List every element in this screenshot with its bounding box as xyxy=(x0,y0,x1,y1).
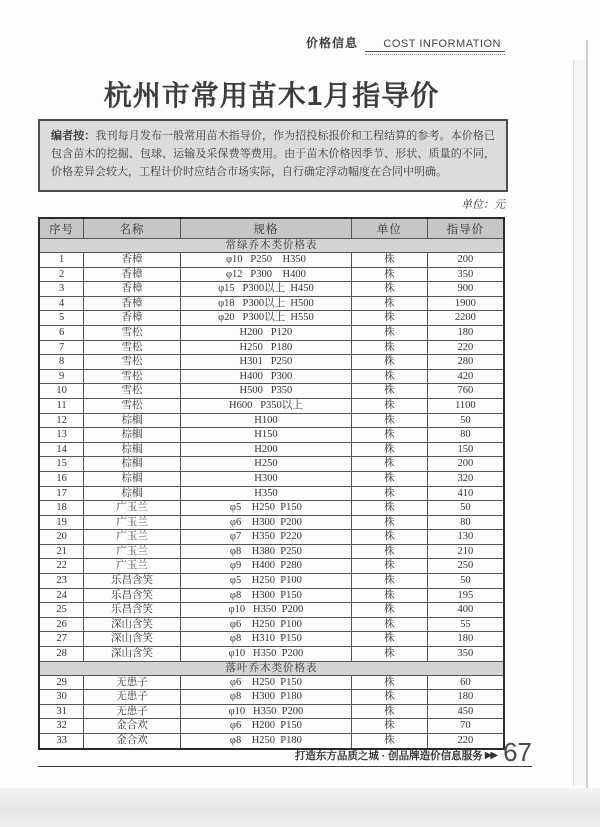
cell-price: 350 xyxy=(427,647,504,662)
cell-name: 香樟 xyxy=(84,282,181,297)
editor-note-prefix: 编者按： xyxy=(51,130,96,142)
cell-price: 180 xyxy=(427,325,504,340)
cell-price: 350 xyxy=(427,267,504,282)
table-row xyxy=(39,253,504,268)
cell-price: 200 xyxy=(427,253,504,268)
cell-name: 深山含笑 xyxy=(84,647,181,662)
cell-price: 400 xyxy=(427,603,504,618)
cell-spec: H600 P350以上 xyxy=(180,398,351,413)
cell-no: 6 xyxy=(39,325,84,340)
cell-price: 60 xyxy=(427,675,504,690)
table-row xyxy=(39,413,504,428)
cell-no: 23 xyxy=(39,574,84,589)
cell-no: 4 xyxy=(39,296,84,311)
cell-unit: 株 xyxy=(351,617,427,632)
cell-price: 80 xyxy=(427,428,504,443)
table-row xyxy=(39,588,504,603)
table-row xyxy=(39,574,504,589)
table-row xyxy=(39,369,504,384)
cell-spec: φ8 H380 P250 xyxy=(180,544,351,559)
cell-unit: 株 xyxy=(351,369,427,384)
cell-no: 3 xyxy=(39,282,84,297)
cell-name: 广玉兰 xyxy=(84,515,181,530)
cell-price: 410 xyxy=(427,486,504,501)
journal-header-en: COST INFORMATION xyxy=(365,38,505,52)
cell-price: 210 xyxy=(427,544,504,559)
price-table xyxy=(38,217,505,750)
cell-unit: 株 xyxy=(351,282,427,297)
cell-price: 150 xyxy=(427,442,504,457)
cell-price: 1900 xyxy=(427,296,504,311)
table-row xyxy=(39,632,504,647)
cell-unit: 株 xyxy=(351,442,427,457)
cell-name: 雪松 xyxy=(84,325,181,340)
cell-name: 无患子 xyxy=(84,690,181,705)
table-row xyxy=(39,457,504,472)
footer-slogan: 打造东方品质之城 · 创品牌造价信息服务 xyxy=(294,750,483,762)
col-header-name: 名称 xyxy=(84,218,181,239)
table-row xyxy=(39,719,504,734)
table-row xyxy=(39,442,504,457)
cell-spec: φ10 H350 P200 xyxy=(180,704,351,719)
cell-spec: φ12 P300 H400 xyxy=(180,267,351,282)
cell-spec: H300 xyxy=(180,471,351,486)
cell-price: 70 xyxy=(427,719,504,734)
col-header-no: 序号 xyxy=(39,218,84,239)
cell-name: 广玉兰 xyxy=(84,559,181,574)
cell-price: 55 xyxy=(427,617,504,632)
table-row xyxy=(39,486,504,501)
cell-no: 33 xyxy=(39,734,84,749)
cell-no: 5 xyxy=(39,311,84,326)
cell-unit: 株 xyxy=(351,325,427,340)
table-section-row xyxy=(39,661,504,675)
cell-unit: 株 xyxy=(351,296,427,311)
cell-unit: 株 xyxy=(351,588,427,603)
cell-no: 12 xyxy=(39,413,84,428)
double-arrow-icon: ▶▶ xyxy=(484,750,497,761)
cell-unit: 株 xyxy=(351,690,427,705)
scan-page-edge-line xyxy=(586,40,588,800)
cell-name: 香樟 xyxy=(84,267,181,282)
cell-unit: 株 xyxy=(351,340,427,355)
cell-unit: 株 xyxy=(351,719,427,734)
page-number: 67 xyxy=(503,737,532,767)
cell-no: 18 xyxy=(39,501,84,516)
section-title: 落叶乔木类价格表 xyxy=(39,661,504,675)
cell-name: 乐昌含笑 xyxy=(84,603,181,618)
cell-spec: φ6 H250 P150 xyxy=(180,675,351,690)
cell-spec: φ7 H350 P220 xyxy=(180,530,351,545)
table-row xyxy=(39,428,504,443)
cell-spec: φ6 H250 P100 xyxy=(180,617,351,632)
table-row xyxy=(39,355,504,370)
table-row xyxy=(39,398,504,413)
table-section-row xyxy=(39,239,504,253)
cell-spec: φ8 H310 P150 xyxy=(180,632,351,647)
cell-name: 乐昌含笑 xyxy=(84,574,181,589)
cell-name: 广玉兰 xyxy=(84,544,181,559)
cell-spec: φ15 P300以上 H450 xyxy=(180,282,351,297)
cell-name: 乐昌含笑 xyxy=(84,588,181,603)
cell-name: 广玉兰 xyxy=(84,530,181,545)
table-header-row xyxy=(39,218,504,239)
cell-price: 320 xyxy=(427,471,504,486)
cell-name: 棕榈 xyxy=(84,413,181,428)
cell-no: 21 xyxy=(39,544,84,559)
section-title: 常绿乔木类价格表 xyxy=(39,239,504,253)
cell-price: 195 xyxy=(427,588,504,603)
page-title: 杭州市常用苗木1月指导价 xyxy=(103,80,440,111)
cell-spec: H301 P250 xyxy=(180,355,351,370)
scan-page-edge-line xyxy=(573,60,574,786)
cell-no: 7 xyxy=(39,340,84,355)
cell-unit: 株 xyxy=(351,632,427,647)
cell-no: 9 xyxy=(39,369,84,384)
cell-no: 25 xyxy=(39,603,84,618)
cell-no: 13 xyxy=(39,428,84,443)
cell-spec: H350 xyxy=(180,486,351,501)
price-table-body xyxy=(39,239,504,749)
cell-unit: 株 xyxy=(351,267,427,282)
table-row xyxy=(39,267,504,282)
cell-unit: 株 xyxy=(351,471,427,486)
cell-name: 雪松 xyxy=(84,369,181,384)
cell-spec: H150 xyxy=(180,428,351,443)
cell-unit: 株 xyxy=(351,647,427,662)
cell-name: 雪松 xyxy=(84,398,181,413)
cell-unit: 株 xyxy=(351,398,427,413)
cell-spec: H200 P120 xyxy=(180,325,351,340)
table-row xyxy=(39,340,504,355)
cell-spec: H100 xyxy=(180,413,351,428)
col-header-price: 指导价 xyxy=(427,218,504,239)
cell-name: 棕榈 xyxy=(84,442,181,457)
cell-price: 180 xyxy=(427,690,504,705)
cell-no: 17 xyxy=(39,486,84,501)
cell-name: 棕榈 xyxy=(84,471,181,486)
cell-unit: 株 xyxy=(351,544,427,559)
cell-unit: 株 xyxy=(351,413,427,428)
cell-name: 棕榈 xyxy=(84,486,181,501)
cell-no: 31 xyxy=(39,704,84,719)
cell-price: 2200 xyxy=(427,311,504,326)
cell-no: 28 xyxy=(39,647,84,662)
cell-name: 棕榈 xyxy=(84,428,181,443)
table-row xyxy=(39,675,504,690)
journal-header-zh: 价格信息 xyxy=(306,36,359,50)
col-header-spec: 规格 xyxy=(180,218,351,239)
cell-name: 雪松 xyxy=(84,384,181,399)
cell-price: 760 xyxy=(427,384,504,399)
cell-spec: φ8 H300 P180 xyxy=(180,690,351,705)
cell-price: 1100 xyxy=(427,398,504,413)
cell-name: 无患子 xyxy=(84,675,181,690)
table-row xyxy=(39,530,504,545)
cell-unit: 株 xyxy=(351,355,427,370)
cell-no: 32 xyxy=(39,719,84,734)
cell-name: 金合欢 xyxy=(84,719,181,734)
col-header-unit: 单位 xyxy=(351,218,427,239)
cell-unit: 株 xyxy=(351,559,427,574)
cell-no: 8 xyxy=(39,355,84,370)
cell-no: 2 xyxy=(39,267,84,282)
cell-spec: φ20 P300以上 H550 xyxy=(180,311,351,326)
cell-spec: H250 xyxy=(180,457,351,472)
table-row xyxy=(39,603,504,618)
cell-name: 棕榈 xyxy=(84,457,181,472)
cell-no: 16 xyxy=(39,471,84,486)
cell-price: 280 xyxy=(427,355,504,370)
cell-unit: 株 xyxy=(351,384,427,399)
cell-price: 220 xyxy=(427,734,504,749)
cell-spec: H400 P300 xyxy=(180,369,351,384)
cell-name: 香樟 xyxy=(84,253,181,268)
scan-right-margin xyxy=(574,60,586,786)
table-row xyxy=(39,617,504,632)
cell-price: 250 xyxy=(427,559,504,574)
cell-spec: φ18 P300以上 H500 xyxy=(180,296,351,311)
cell-unit: 株 xyxy=(351,603,427,618)
cell-no: 30 xyxy=(39,690,84,705)
table-row xyxy=(39,282,504,297)
journal-header xyxy=(38,34,505,55)
cell-unit: 株 xyxy=(351,530,427,545)
cell-spec: φ6 H300 P200 xyxy=(180,515,351,530)
cell-no: 14 xyxy=(39,442,84,457)
table-row xyxy=(39,471,504,486)
cell-no: 27 xyxy=(39,632,84,647)
table-row xyxy=(39,501,504,516)
cell-spec: φ8 H300 P150 xyxy=(180,588,351,603)
cell-price: 200 xyxy=(427,457,504,472)
cell-price: 900 xyxy=(427,282,504,297)
cell-name: 金合欢 xyxy=(84,734,181,749)
cell-price: 420 xyxy=(427,369,504,384)
cell-no: 1 xyxy=(39,253,84,268)
journal-header-underline xyxy=(365,36,505,55)
table-row xyxy=(39,384,504,399)
editor-note-text: 我刊每月发布一般常用苗木指导价，作为招投标报价和工程结算的参考。本价格已包含苗木的挖掘、包球、运输及采保费等费用。由于苗木价格因季节、形状、质量的不同，价格差异会较大，工程计价时应结合市场实际，自行确定浮动幅度在合同中明确。 xyxy=(51,130,496,178)
cell-price: 50 xyxy=(427,413,504,428)
table-row xyxy=(39,690,504,705)
cell-no: 15 xyxy=(39,457,84,472)
cell-unit: 株 xyxy=(351,253,427,268)
cell-name: 无患子 xyxy=(84,704,181,719)
table-row xyxy=(39,311,504,326)
cell-spec: φ10 P250 H350 xyxy=(180,253,351,268)
cell-price: 50 xyxy=(427,574,504,589)
cell-unit: 株 xyxy=(351,457,427,472)
cell-no: 24 xyxy=(39,588,84,603)
cell-spec: H500 P350 xyxy=(180,384,351,399)
cell-unit: 株 xyxy=(351,515,427,530)
cell-spec: φ9 H400 P280 xyxy=(180,559,351,574)
cell-no: 22 xyxy=(39,559,84,574)
table-row xyxy=(39,559,504,574)
cell-no: 20 xyxy=(39,530,84,545)
cell-unit: 株 xyxy=(351,486,427,501)
cell-price: 80 xyxy=(427,515,504,530)
table-row xyxy=(39,704,504,719)
cell-name: 雪松 xyxy=(84,340,181,355)
table-row xyxy=(39,544,504,559)
cell-unit: 株 xyxy=(351,574,427,589)
cell-name: 香樟 xyxy=(84,311,181,326)
cell-spec: φ10 H350 P200 xyxy=(180,647,351,662)
table-row xyxy=(39,515,504,530)
cell-spec: φ10 H350 P200 xyxy=(180,603,351,618)
cell-name: 香樟 xyxy=(84,296,181,311)
cell-price: 130 xyxy=(427,530,504,545)
cell-spec: φ8 H250 P180 xyxy=(180,734,351,749)
table-row xyxy=(39,325,504,340)
cell-spec: φ5 H250 P100 xyxy=(180,574,351,589)
cell-unit: 株 xyxy=(351,428,427,443)
cell-price: 450 xyxy=(427,704,504,719)
table-row xyxy=(39,296,504,311)
cell-unit: 株 xyxy=(351,734,427,749)
cell-no: 29 xyxy=(39,675,84,690)
cell-unit: 株 xyxy=(351,675,427,690)
cell-unit: 株 xyxy=(351,501,427,516)
cell-name: 雪松 xyxy=(84,355,181,370)
cell-spec: φ5 H250 P150 xyxy=(180,501,351,516)
unit-note: 单位：元 xyxy=(461,199,505,211)
cell-price: 220 xyxy=(427,340,504,355)
cell-name: 深山含笑 xyxy=(84,632,181,647)
editor-note-box xyxy=(38,119,508,192)
cell-no: 11 xyxy=(39,398,84,413)
cell-price: 50 xyxy=(427,501,504,516)
cell-spec: H250 P180 xyxy=(180,340,351,355)
scan-bottom-shadow xyxy=(0,788,600,827)
cell-name: 广玉兰 xyxy=(84,501,181,516)
cell-name: 深山含笑 xyxy=(84,617,181,632)
cell-no: 19 xyxy=(39,515,84,530)
table-row xyxy=(39,647,504,662)
cell-no: 10 xyxy=(39,384,84,399)
cell-unit: 株 xyxy=(351,704,427,719)
cell-spec: H200 xyxy=(180,442,351,457)
cell-no: 26 xyxy=(39,617,84,632)
cell-unit: 株 xyxy=(351,311,427,326)
cell-price: 180 xyxy=(427,632,504,647)
cell-spec: φ6 H200 P150 xyxy=(180,719,351,734)
